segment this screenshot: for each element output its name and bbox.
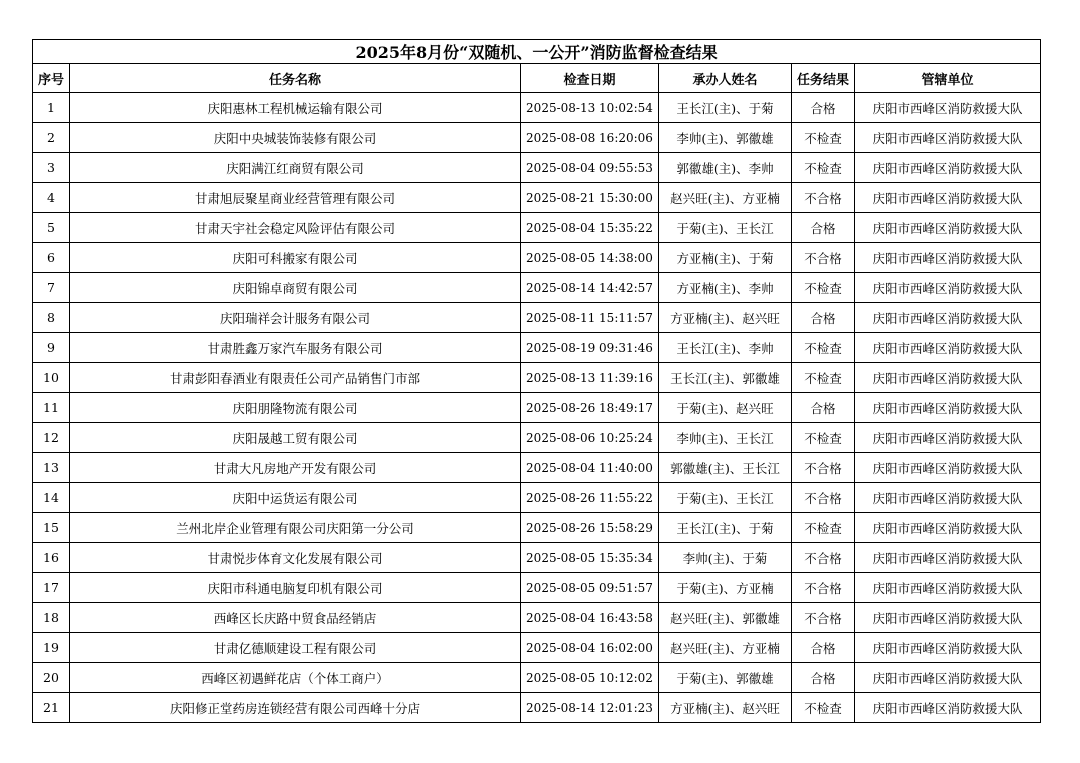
- cell-inspection-date: 2025-08-05 15:35:34: [521, 543, 659, 573]
- header-jurisdiction-unit: 管辖单位: [855, 64, 1041, 93]
- cell-inspection-date: 2025-08-26 18:49:17: [521, 393, 659, 423]
- table-row: [33, 303, 1041, 333]
- cell-jurisdiction-unit: 庆阳市西峰区消防救援大队: [855, 183, 1041, 213]
- cell-task-result: 合格: [792, 213, 855, 243]
- cell-inspector-names: 于菊(主)、赵兴旺: [659, 393, 792, 423]
- cell-task-result: 不检查: [792, 153, 855, 183]
- cell-task-result: 合格: [792, 663, 855, 693]
- cell-inspector-names: 于菊(主)、方亚楠: [659, 573, 792, 603]
- cell-task-name: 甘肃亿德顺建设工程有限公司: [70, 633, 521, 663]
- cell-jurisdiction-unit: 庆阳市西峰区消防救援大队: [855, 543, 1041, 573]
- cell-jurisdiction-unit: 庆阳市西峰区消防救援大队: [855, 243, 1041, 273]
- cell-seq: 12: [33, 423, 70, 453]
- table-row: [33, 483, 1041, 513]
- cell-inspector-names: 于菊(主)、王长江: [659, 483, 792, 513]
- cell-inspection-date: 2025-08-26 15:58:29: [521, 513, 659, 543]
- cell-task-result: 不检查: [792, 123, 855, 153]
- table-row: [33, 93, 1041, 123]
- cell-inspection-date: 2025-08-04 15:35:22: [521, 213, 659, 243]
- header-inspector-names: 承办人姓名: [659, 64, 792, 93]
- cell-seq: 1: [33, 93, 70, 123]
- cell-inspection-date: 2025-08-11 15:11:57: [521, 303, 659, 333]
- cell-seq: 15: [33, 513, 70, 543]
- cell-seq: 10: [33, 363, 70, 393]
- table-row: [33, 453, 1041, 483]
- cell-inspection-date: 2025-08-04 16:02:00: [521, 633, 659, 663]
- cell-task-name: 庆阳惠林工程机械运输有限公司: [70, 93, 521, 123]
- cell-task-result: 不检查: [792, 423, 855, 453]
- cell-task-name: 庆阳朋隆物流有限公司: [70, 393, 521, 423]
- cell-inspection-date: 2025-08-13 10:02:54: [521, 93, 659, 123]
- cell-seq: 17: [33, 573, 70, 603]
- cell-jurisdiction-unit: 庆阳市西峰区消防救援大队: [855, 393, 1041, 423]
- cell-seq: 5: [33, 213, 70, 243]
- cell-task-result: 不检查: [792, 333, 855, 363]
- cell-inspector-names: 郭徽雄(主)、王长江: [659, 453, 792, 483]
- cell-inspection-date: 2025-08-05 14:38:00: [521, 243, 659, 273]
- cell-task-result: 不检查: [792, 693, 855, 723]
- cell-jurisdiction-unit: 庆阳市西峰区消防救援大队: [855, 273, 1041, 303]
- cell-inspection-date: 2025-08-08 16:20:06: [521, 123, 659, 153]
- table-row: [33, 513, 1041, 543]
- table-row: [33, 273, 1041, 303]
- cell-inspection-date: 2025-08-05 09:51:57: [521, 573, 659, 603]
- cell-inspector-names: 李帅(主)、王长江: [659, 423, 792, 453]
- table-row: [33, 243, 1041, 273]
- cell-task-result: 不合格: [792, 243, 855, 273]
- cell-seq: 11: [33, 393, 70, 423]
- cell-task-name: 庆阳中央城装饰装修有限公司: [70, 123, 521, 153]
- cell-jurisdiction-unit: 庆阳市西峰区消防救援大队: [855, 483, 1041, 513]
- cell-inspector-names: 赵兴旺(主)、方亚楠: [659, 633, 792, 663]
- header-task-name: 任务名称: [70, 64, 521, 93]
- cell-jurisdiction-unit: 庆阳市西峰区消防救援大队: [855, 663, 1041, 693]
- cell-inspection-date: 2025-08-26 11:55:22: [521, 483, 659, 513]
- cell-inspector-names: 于菊(主)、王长江: [659, 213, 792, 243]
- cell-task-name: 庆阳满江红商贸有限公司: [70, 153, 521, 183]
- cell-task-name: 庆阳可科搬家有限公司: [70, 243, 521, 273]
- cell-task-name: 庆阳瑞祥会计服务有限公司: [70, 303, 521, 333]
- inspection-results-table: [32, 39, 1041, 723]
- cell-jurisdiction-unit: 庆阳市西峰区消防救援大队: [855, 423, 1041, 453]
- cell-task-name: 甘肃旭辰聚星商业经营管理有限公司: [70, 183, 521, 213]
- table-row: [33, 123, 1041, 153]
- cell-seq: 3: [33, 153, 70, 183]
- cell-inspection-date: 2025-08-21 15:30:00: [521, 183, 659, 213]
- cell-task-name: 甘肃大凡房地产开发有限公司: [70, 453, 521, 483]
- cell-inspection-date: 2025-08-04 11:40:00: [521, 453, 659, 483]
- cell-jurisdiction-unit: 庆阳市西峰区消防救援大队: [855, 363, 1041, 393]
- cell-seq: 14: [33, 483, 70, 513]
- cell-seq: 6: [33, 243, 70, 273]
- cell-inspection-date: 2025-08-13 11:39:16: [521, 363, 659, 393]
- table-row: [33, 663, 1041, 693]
- cell-seq: 20: [33, 663, 70, 693]
- table-row: [33, 183, 1041, 213]
- table-row: [33, 573, 1041, 603]
- cell-task-result: 合格: [792, 93, 855, 123]
- cell-jurisdiction-unit: 庆阳市西峰区消防救援大队: [855, 573, 1041, 603]
- cell-inspector-names: 李帅(主)、郭徽雄: [659, 123, 792, 153]
- header-inspection-date: 检查日期: [521, 64, 659, 93]
- table-row: [33, 393, 1041, 423]
- cell-inspector-names: 李帅(主)、于菊: [659, 543, 792, 573]
- cell-task-result: 合格: [792, 633, 855, 663]
- cell-seq: 8: [33, 303, 70, 333]
- cell-jurisdiction-unit: 庆阳市西峰区消防救援大队: [855, 603, 1041, 633]
- cell-inspector-names: 王长江(主)、李帅: [659, 333, 792, 363]
- table-title: 2025年8月份“双随机、一公开”消防监督检查结果: [33, 40, 1041, 64]
- table-body: [33, 93, 1041, 723]
- cell-task-name: 甘肃彭阳春酒业有限责任公司产品销售门市部: [70, 363, 521, 393]
- cell-task-result: 不检查: [792, 273, 855, 303]
- cell-task-name: 兰州北岸企业管理有限公司庆阳第一分公司: [70, 513, 521, 543]
- cell-jurisdiction-unit: 庆阳市西峰区消防救援大队: [855, 453, 1041, 483]
- cell-seq: 19: [33, 633, 70, 663]
- cell-inspection-date: 2025-08-04 16:43:58: [521, 603, 659, 633]
- table-row: [33, 333, 1041, 363]
- cell-task-name: 甘肃胜鑫万家汽车服务有限公司: [70, 333, 521, 363]
- cell-seq: 16: [33, 543, 70, 573]
- cell-task-result: 不合格: [792, 543, 855, 573]
- cell-jurisdiction-unit: 庆阳市西峰区消防救援大队: [855, 93, 1041, 123]
- table-row: [33, 153, 1041, 183]
- cell-inspector-names: 王长江(主)、郭徽雄: [659, 363, 792, 393]
- table-row: [33, 213, 1041, 243]
- cell-task-name: 庆阳锦卓商贸有限公司: [70, 273, 521, 303]
- cell-inspector-names: 赵兴旺(主)、方亚楠: [659, 183, 792, 213]
- table-row: [33, 363, 1041, 393]
- cell-jurisdiction-unit: 庆阳市西峰区消防救援大队: [855, 153, 1041, 183]
- cell-jurisdiction-unit: 庆阳市西峰区消防救援大队: [855, 303, 1041, 333]
- cell-inspection-date: 2025-08-04 09:55:53: [521, 153, 659, 183]
- cell-inspector-names: 王长江(主)、于菊: [659, 93, 792, 123]
- cell-seq: 18: [33, 603, 70, 633]
- table-row: [33, 543, 1041, 573]
- cell-inspector-names: 方亚楠(主)、赵兴旺: [659, 303, 792, 333]
- cell-inspection-date: 2025-08-14 14:42:57: [521, 273, 659, 303]
- cell-task-name: 西峰区长庆路中贸食品经销店: [70, 603, 521, 633]
- cell-seq: 21: [33, 693, 70, 723]
- cell-jurisdiction-unit: 庆阳市西峰区消防救援大队: [855, 513, 1041, 543]
- cell-jurisdiction-unit: 庆阳市西峰区消防救援大队: [855, 333, 1041, 363]
- cell-task-result: 不合格: [792, 183, 855, 213]
- header-row: [33, 64, 1041, 93]
- cell-task-result: 合格: [792, 393, 855, 423]
- cell-inspector-names: 赵兴旺(主)、郭徽雄: [659, 603, 792, 633]
- title-row: [33, 40, 1041, 64]
- cell-task-name: 甘肃悦步体育文化发展有限公司: [70, 543, 521, 573]
- cell-jurisdiction-unit: 庆阳市西峰区消防救援大队: [855, 633, 1041, 663]
- cell-task-name: 甘肃天宇社会稳定风险评估有限公司: [70, 213, 521, 243]
- cell-jurisdiction-unit: 庆阳市西峰区消防救援大队: [855, 213, 1041, 243]
- cell-task-result: 不合格: [792, 603, 855, 633]
- cell-task-result: 不检查: [792, 363, 855, 393]
- cell-task-result: 不合格: [792, 453, 855, 483]
- cell-task-result: 不合格: [792, 483, 855, 513]
- cell-inspector-names: 王长江(主)、于菊: [659, 513, 792, 543]
- cell-task-result: 不检查: [792, 513, 855, 543]
- cell-seq: 13: [33, 453, 70, 483]
- cell-inspection-date: 2025-08-05 10:12:02: [521, 663, 659, 693]
- table-row: [33, 423, 1041, 453]
- cell-inspection-date: 2025-08-19 09:31:46: [521, 333, 659, 363]
- table-row: [33, 693, 1041, 723]
- cell-inspection-date: 2025-08-14 12:01:23: [521, 693, 659, 723]
- cell-task-name: 庆阳晟越工贸有限公司: [70, 423, 521, 453]
- cell-inspector-names: 郭徽雄(主)、李帅: [659, 153, 792, 183]
- cell-inspector-names: 方亚楠(主)、赵兴旺: [659, 693, 792, 723]
- cell-jurisdiction-unit: 庆阳市西峰区消防救援大队: [855, 693, 1041, 723]
- header-task-result: 任务结果: [792, 64, 855, 93]
- cell-inspection-date: 2025-08-06 10:25:24: [521, 423, 659, 453]
- cell-inspector-names: 方亚楠(主)、于菊: [659, 243, 792, 273]
- cell-seq: 2: [33, 123, 70, 153]
- table-row: [33, 603, 1041, 633]
- cell-task-name: 庆阳市科通电脑复印机有限公司: [70, 573, 521, 603]
- cell-seq: 7: [33, 273, 70, 303]
- cell-task-name: 庆阳中运货运有限公司: [70, 483, 521, 513]
- cell-task-result: 合格: [792, 303, 855, 333]
- cell-task-result: 不合格: [792, 573, 855, 603]
- cell-task-name: 庆阳修正堂药房连锁经营有限公司西峰十分店: [70, 693, 521, 723]
- cell-jurisdiction-unit: 庆阳市西峰区消防救援大队: [855, 123, 1041, 153]
- cell-seq: 4: [33, 183, 70, 213]
- header-seq: 序号: [33, 64, 70, 93]
- cell-task-name: 西峰区初遇鲜花店（个体工商户）: [70, 663, 521, 693]
- table-row: [33, 633, 1041, 663]
- cell-inspector-names: 方亚楠(主)、李帅: [659, 273, 792, 303]
- cell-inspector-names: 于菊(主)、郭徽雄: [659, 663, 792, 693]
- cell-seq: 9: [33, 333, 70, 363]
